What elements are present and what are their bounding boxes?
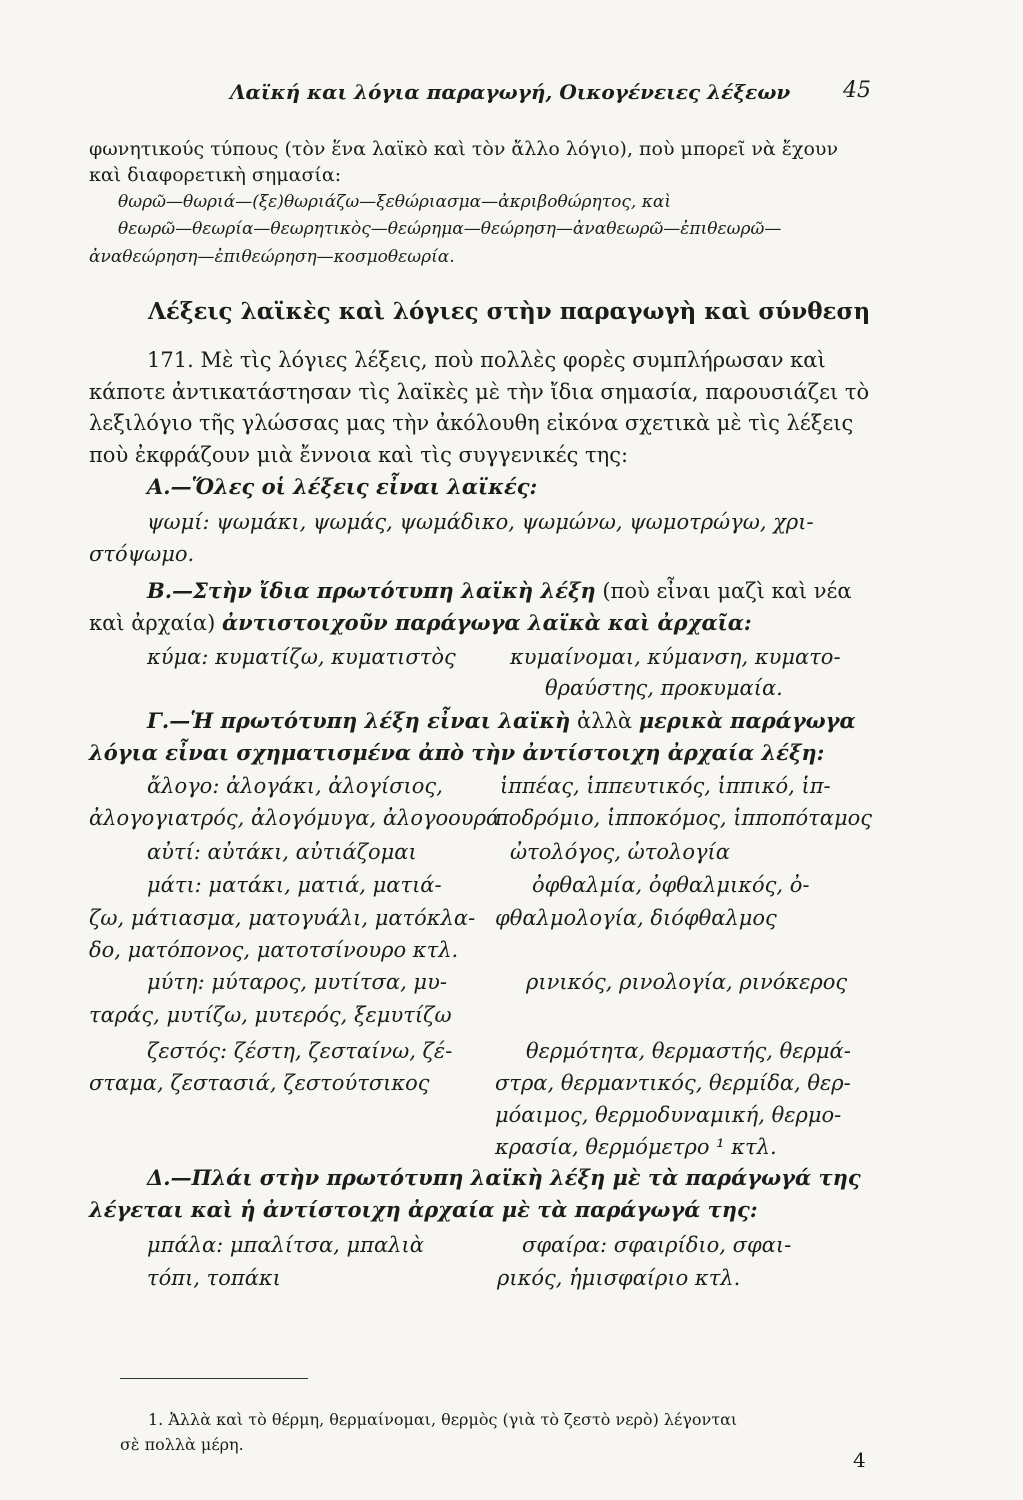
group-g-row-2-right: ποδρόμιο, ἱπποκόμος, ἱπποπόταμος	[495, 806, 873, 830]
group-g-heading-bold: Γ.—Ἡ πρωτότυπη λέξη εἶναι λαϊκὴ	[147, 708, 571, 733]
group-g-row-10-left: σταμα, ζεστασιά, ζεστούτσικος	[89, 1071, 430, 1095]
group-g-row-5-right: φθαλμολογία, διόφθαλμος	[495, 906, 777, 930]
section-title: Λέξεις λαϊκὲς καὶ λόγιες στὴν παραγωγὴ καὶ σύνθεση	[148, 298, 871, 325]
group-d-line-2: λέγεται καὶ ἡ ἀντίστοιχη ἀρχαία μὲ τὰ παράγωγά της:	[89, 1197, 758, 1222]
group-g-row-5-left: ζω, μάτιασμα, ματογυάλι, ματόκλα-	[89, 906, 476, 930]
group-g-row-4-left: μάτι: ματάκι, ματιά, ματιά-	[147, 873, 442, 897]
group-g-row-12-right: κρασία, θερμόμετρο ¹ κτλ.	[495, 1135, 777, 1159]
group-b-line-2-normal: καὶ ἀρχαία)	[89, 611, 216, 635]
group-g-row-1-right: ἱππέας, ἱππευτικός, ἱππικό, ἱπ-	[500, 774, 831, 798]
group-b-right-1: κυμαίνομαι, κύμανση, κυματο-	[510, 645, 841, 669]
group-g-row-3-right: ὠτολόγος, ὠτολογία	[510, 840, 730, 864]
group-g-row-3-left: αὐτί: αὐτάκι, αὐτιάζομαι	[147, 840, 417, 864]
group-d-row-2-right: ρικός, ἡμισφαίριο κτλ.	[497, 1266, 741, 1290]
footnote-line-1: 1. Ἀλλὰ καὶ τὸ θέρμη, θερμαίνομαι, θερμὸς (γιὰ τὸ ζεστὸ νερὸ) λέγονται	[148, 1410, 738, 1429]
group-d-row-2-left: τόπι, τοπάκι	[147, 1266, 281, 1290]
group-g-row-7-left: μύτη: μύταρος, μυτίτσα, μυ-	[147, 970, 447, 994]
group-b-right-2: θραύστης, προκυμαία.	[545, 676, 783, 700]
group-g-line-2: λόγια εἶναι σχηματισμένα ἀπὸ τὴν ἀντίστοιχη ἀρχαία λέξη:	[89, 740, 825, 765]
group-g-row-8-left: ταράς, μυτίζω, μυτερός, ξεμυτίζω	[89, 1003, 452, 1027]
paragraph-line-1	[147, 348, 826, 373]
signature-mark: 4	[853, 1448, 866, 1472]
group-g-row-7-right: ρινικός, ρινολογία, ρινόκερος	[526, 970, 848, 994]
group-b-left: κύμα: κυματίζω, κυματιστὸς	[147, 645, 456, 669]
intro-line-5: ἀναθεώρηση—ἐπιθεώρηση—κοσμοθεωρία.	[89, 247, 455, 267]
group-a-line-2: στόψωμο.	[89, 542, 195, 566]
group-g-heading-bold-2: μερικὰ παράγωγα	[638, 708, 856, 733]
group-a-line-1: ψωμί: ψωμάκι, ψωμάς, ψωμάδικο, ψωμώνω, ψωμοτρώγω, χρι-	[147, 510, 814, 534]
group-g-row-4-right: ὀφθαλμία, ὀφθαλμικός, ὀ-	[532, 873, 810, 897]
intro-line-2: καὶ διαφορετικὴ σημασία:	[89, 164, 342, 186]
group-b-line-2	[89, 610, 752, 636]
group-b-heading-normal: (ποὺ εἶναι μαζὶ καὶ νέα	[602, 579, 852, 603]
group-g-row-6-left: δο, ματόπονος, ματοτσίνουρο κτλ.	[89, 938, 459, 962]
running-title: Λαϊκή και λόγια παραγωγή, Οικογένειες λέξεων	[230, 80, 791, 104]
group-d-line-1: Δ.—Πλάι στὴν πρωτότυπη λαϊκὴ λέξη μὲ τὰ παράγωγά της	[147, 1165, 861, 1190]
group-g-heading-normal: ἀλλὰ	[577, 709, 632, 733]
group-b-heading	[147, 578, 852, 604]
group-d-row-1-left: μπάλα: μπαλίτσα, μπαλιὰ	[147, 1233, 424, 1257]
paragraph-number: 171.	[147, 348, 194, 372]
intro-line-3: θωρῶ—θωριά—(ξε)θωριάζω—ξεθώριασμα—ἀκριβοθώρητος, καὶ	[118, 192, 671, 212]
group-b-heading-bold: Β.—Στὴν ἴδια πρωτότυπη λαϊκὴ λέξη	[147, 578, 596, 603]
group-d-row-1-right: σφαίρα: σφαιρίδιο, σφαι-	[522, 1233, 792, 1257]
page-number: 45	[843, 78, 871, 103]
group-g-row-9-right: θερμότητα, θερμαστής, θερμά-	[526, 1039, 851, 1063]
footnote-rule	[120, 1378, 308, 1379]
intro-line-4: θεωρῶ—θεωρία—θεωρητικὸς—θεώρημα—θεώρηση—ἀναθεωρῶ—ἐπιθεωρῶ—	[118, 219, 782, 239]
footnote-line-2: σὲ πολλὰ μέρη.	[120, 1435, 244, 1454]
paragraph-line-3: λεξιλόγιο τῆς γλώσσας μας τὴν ἀκόλουθη εἰκόνα σχετικὰ μὲ τὶς λέξεις	[89, 411, 854, 435]
paragraph-text-1: Μὲ τὶς λόγιες λέξεις, ποὺ πολλὲς φορὲς συμπλήρωσαν καὶ	[200, 348, 826, 372]
paragraph-line-2: κάποτε ἀντικατάστησαν τὶς λαϊκὲς μὲ τὴν ἴδια σημασία, παρουσιάζει τὸ	[89, 380, 870, 404]
intro-line-1: φωνητικούς τύπους (τὸν ἕνα λαϊκὸ καὶ τὸν ἄλλο λόγιο), ποὺ μπορεῖ νὰ ἔχουν	[89, 138, 839, 160]
group-g-heading	[147, 708, 856, 734]
group-b-line-2-bold: ἀντιστοιχοῦν παράγωγα λαϊκὰ καὶ ἀρχαῖα:	[221, 610, 752, 635]
group-g-row-9-left: ζεστός: ζέστη, ζεσταίνω, ζέ-	[147, 1039, 453, 1063]
group-g-row-2-left: ἀλογογιατρός, ἀλογόμυγα, ἀλογοουρά	[89, 806, 501, 830]
paragraph-line-4: ποὺ ἐκφράζουν μιὰ ἔννοια καὶ τὶς συγγενικές της:	[89, 443, 629, 467]
group-g-row-11-right: μόαιμος, θερμοδυναμική, θερμο-	[495, 1103, 842, 1127]
group-a-heading: Α.—Ὅλες οἱ λέξεις εἶναι λαϊκές:	[147, 474, 538, 499]
group-g-row-10-right: στρα, θερμαντικός, θερμίδα, θερ-	[495, 1071, 851, 1095]
group-g-row-1-left: ἄλογο: ἀλογάκι, ἀλογίσιος,	[147, 774, 443, 798]
